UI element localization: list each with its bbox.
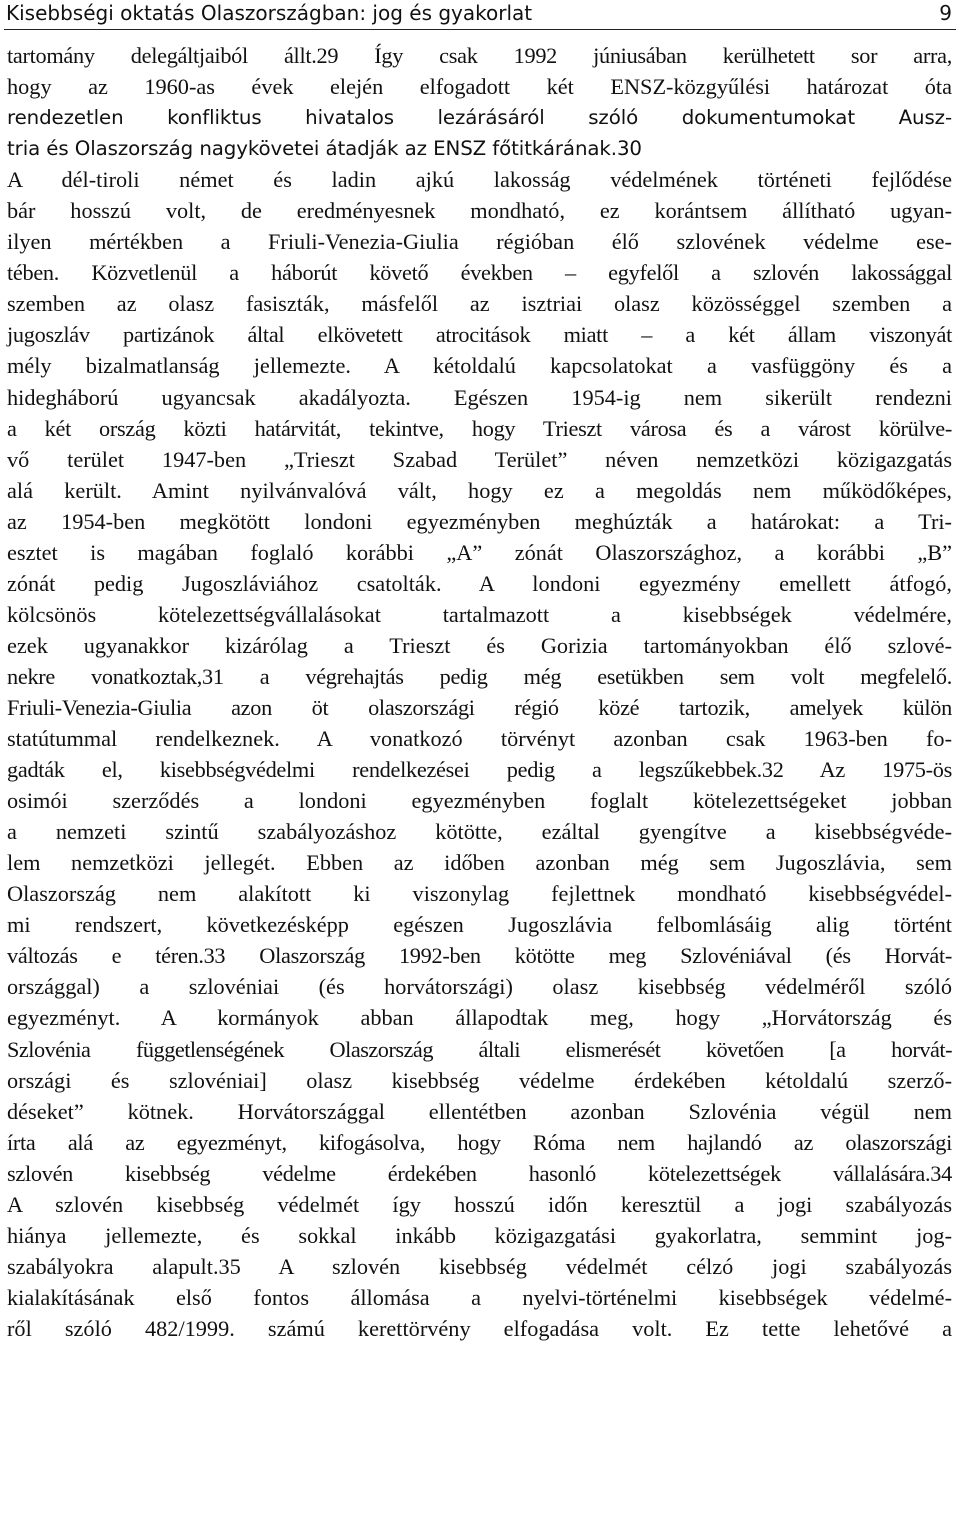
text-line: szemben az olasz fasiszták, másfelől az isztriai olasz közösséggel szemben a: [7, 291, 952, 317]
text-line: változás e téren.33 Olaszország 1992-ben kötötte meg Szlovéniával (és Horvát-: [7, 943, 952, 969]
text-line: szlovén kisebbség védelme érdekében hasonló kötelezettségek vállalására.34: [7, 1160, 952, 1186]
text-line: mi rendszert, következésképp egészen Jugoszlávia felbomlásáig alig történt: [7, 912, 952, 938]
text-line: nekre vonatkoztak,31 a végrehajtás pedig még esetükben sem volt megfelelő.: [7, 663, 952, 689]
text-line: az 1954-ben megkötött londoni egyezményben meghúzták a határokat: a Tri-: [7, 508, 952, 534]
text-line: A szlovén kisebbség védelmét így hosszú időn keresztül a jogi szabályozás: [7, 1191, 952, 1217]
text-line: zónát pedig Jugoszláviához csatolták. A londoni egyezmény emellett átfogó,: [7, 570, 952, 596]
text-line: alá került. Amint nyilvánvalóvá vált, hogy ez a megoldás nem működőképes,: [7, 477, 952, 503]
text-line: osimói szerződés a londoni egyezményben foglalt kötelezettségeket jobban: [7, 788, 952, 814]
text-line: A dél-tiroli német és ladin ajkú lakosság védelmének történeti fejlődése: [7, 167, 952, 193]
text-line: rendezetlen konfliktus hivatalos lezárásáról szóló dokumentumokat Ausz-: [7, 106, 952, 130]
text-line: a nemzeti szintű szabályozáshoz kötötte, ezáltal gyengítve a kisebbségvéde-: [7, 819, 952, 845]
text-line: írta alá az egyezményt, kifogásolva, hogy Róma nem hajlandó az olaszországi: [7, 1129, 952, 1155]
header-divider: [4, 29, 956, 30]
text-line: bár hosszú volt, de eredményesnek mondható, ez korántsem állítható ugyan-: [7, 198, 952, 224]
text-line: kialakításának első fontos állomása a nyelvi-történelmi kisebbségek védelmé-: [7, 1284, 952, 1310]
text-line: ről szóló 482/1999. számú kerettörvény elfogadása volt. Ez tette lehetővé a: [7, 1315, 952, 1341]
text-line: hiánya jellemezte, és sokkal inkább közigazgatási gyakorlatra, semmint jog-: [7, 1222, 952, 1248]
text-line: hogy az 1960-as évek elején elfogadott két ENSZ-közgyűlési határozat óta: [7, 74, 952, 100]
text-line: vő terület 1947-ben „Trieszt Szabad Terület” néven nemzetközi közigazgatás: [7, 446, 952, 472]
text-line: tria és Olaszország nagykövetei átadják az ENSZ főtitkárának.30: [7, 137, 642, 161]
text-line: déseket” kötnek. Horvátországgal ellentétben azonban Szlovénia végül nem: [7, 1098, 952, 1124]
text-line: szabályokra alapult.35 A szlovén kisebbség védelmét célzó jogi szabályozás: [7, 1253, 952, 1279]
text-line: lem nemzetközi jellegét. Ebben az időben azonban még sem Jugoszlávia, sem: [7, 850, 952, 876]
running-header: [6, 0, 952, 28]
running-header-title: Kisebbségi oktatás Olaszországban: jog és gyakorlat: [6, 1, 533, 25]
body-text: [7, 40, 952, 1344]
text-line: ilyen mértékben a Friuli-Venezia-Giulia régióban élő szlovének védelme ese-: [7, 229, 952, 255]
text-line: kölcsönös kötelezettségvállalásokat tartalmazott a kisebbségek védelmére,: [7, 601, 952, 627]
text-line: statútummal rendelkeznek. A vonatkozó törvényt azonban csak 1963-ben fo-: [7, 726, 952, 752]
text-line: jugoszláv partizánok által elkövetett atrocitások miatt – a két állam viszonyát: [7, 322, 952, 348]
text-line: gadták el, kisebbségvédelmi rendelkezései pedig a legszűkebbek.32 Az 1975-ös: [7, 757, 952, 783]
text-line: országi és szlovéniai] olasz kisebbség védelme érdekében kétoldalú szerző-: [7, 1067, 952, 1093]
text-line: tartomány delegáltjaiból állt.29 Így csak 1992 júniusában kerülhetett sor arra,: [7, 43, 952, 68]
text-line: tében. Közvetlenül a háborút követő években – egyfelől a szlovén lakossággal: [7, 260, 952, 286]
text-line: a két ország közti határvitát, tekintve, hogy Trieszt városa és a várost körülve-: [7, 415, 952, 441]
text-line: Szlovénia függetlenségének Olaszország általi elismerését követően [a horvát-: [7, 1036, 952, 1062]
text-line: egyezményt. A kormányok abban állapodtak meg, hogy „Horvátország és: [7, 1005, 952, 1031]
text-line: ezek ugyanakkor kizárólag a Trieszt és Gorizia tartományokban élő szlové-: [7, 632, 952, 658]
text-line: hidegháború ugyancsak akadályozta. Egészen 1954-ig nem sikerült rendezni: [7, 384, 952, 410]
text-line: esztet is magában foglaló korábbi „A” zónát Olaszországhoz, a korábbi „B”: [7, 539, 952, 565]
text-line: mély bizalmatlanság jellemezte. A kétoldalú kapcsolatokat a vasfüggöny és a: [7, 353, 952, 379]
text-line: Friuli-Venezia-Giulia azon öt olaszországi régió közé tartozik, amelyek külön: [7, 694, 952, 720]
page-number: 9: [939, 1, 952, 25]
text-line: országgal) a szlovéniai (és horvátországi) olasz kisebbség védelméről szóló: [7, 974, 952, 1000]
text-line: Olaszország nem alakított ki viszonylag fejlettnek mondható kisebbségvédel-: [7, 881, 952, 907]
